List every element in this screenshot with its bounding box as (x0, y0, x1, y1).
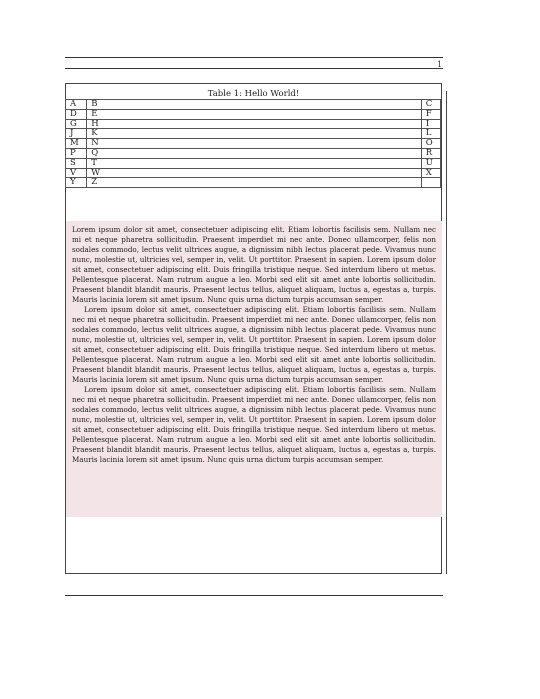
table-cell: M (66, 139, 87, 149)
table-row (66, 139, 441, 149)
body-text-block (66, 221, 442, 517)
table-cell (421, 178, 440, 188)
table-cell: W (87, 168, 422, 178)
table-row (66, 100, 441, 110)
table-row (66, 119, 441, 129)
table-cell: H (87, 119, 422, 129)
table-cell: Z (87, 178, 422, 188)
table-caption: Table 1: Hello World! (207, 89, 300, 99)
table-cell: U (421, 158, 440, 168)
table-cell: C (421, 100, 440, 110)
footer-rule (65, 595, 443, 596)
table-row (66, 148, 441, 158)
table-cell: T (87, 158, 422, 168)
table-row (66, 168, 441, 178)
body-paragraph: Lorem ipsum dolor sit amet, consectetuer adipiscing elit. Etiam lobortis facilisis sem. Nullam nec mi et neque pharetra sollicitudin. Praesent imperdiet mi nec ante. Donec ullamcorper, felis non sodales commodo, lectus velit ultrices augue, a dignissim nibh lectus placerat pede. Vivamus nunc nunc, molestie ut, ultricies vel, semper in, velit. Ut porttitor. Praesent in sapien. Lorem ipsum dolor sit amet, consectetuer adipiscing elit. Duis fringilla tristique neque. Sed interdum libero ut metus. Pellentesque placerat. Nam rutrum augue a leo. Morbi sed elit sit amet ante lobortis sollicitudin. Praesent blandit blandit mauris. Praesent lectus tellus, aliquet aliquam, luctus a, egestas a, turpis. Mauris lacinia lorem sit amet ipsum. Nunc quis urna dictum turpis accumsan semper. (72, 305, 436, 384)
table-cell: Q (87, 148, 422, 158)
table-cell: R (421, 148, 440, 158)
table-cell: X (421, 168, 440, 178)
table-cell: B (87, 100, 422, 110)
header-rule (65, 68, 443, 69)
table-cell: F (421, 109, 440, 119)
table-cell: N (87, 139, 422, 149)
table-cell: J (66, 129, 87, 139)
table-cell: K (87, 129, 422, 139)
body-paragraph: Lorem ipsum dolor sit amet, consectetuer adipiscing elit. Etiam lobortis facilisis sem. Nullam nec mi et neque pharetra sollicitudin. Praesent imperdiet mi nec ante. Donec ullamcorper, felis non sodales commodo, lectus velit ultrices augue, a dignissim nibh lectus placerat pede. Vivamus nunc nunc, molestie ut, ultricies vel, semper in, velit. Ut porttitor. Praesent in sapien. Lorem ipsum dolor sit amet, consectetuer adipiscing elit. Duis fringilla tristique neque. Sed interdum libero ut metus. Pellentesque placerat. Nam rutrum augue a leo. Morbi sed elit sit amet ante lobortis sollicitudin. Praesent blandit blandit mauris. Praesent lectus tellus, aliquet aliquam, luctus a, egestas a, turpis. Mauris lacinia lorem sit amet ipsum. Nunc quis urna dictum turpis accumsan semper. (72, 385, 436, 464)
table-cell: E (87, 109, 422, 119)
table-row (66, 109, 441, 119)
table-cell: Y (66, 178, 87, 188)
letter-table (65, 99, 441, 188)
table-row (66, 158, 441, 168)
header-top-rule (65, 57, 443, 58)
table-cell: I (421, 119, 440, 129)
table-cell: L (421, 129, 440, 139)
margin-bar (446, 91, 447, 574)
table-cell: G (66, 119, 87, 129)
page-number: 1 (437, 60, 443, 69)
table-cell: O (421, 139, 440, 149)
body-paragraph: Lorem ipsum dolor sit amet, consectetuer adipiscing elit. Etiam lobortis facilisis sem. Nullam nec mi et neque pharetra sollicitudin. Praesent imperdiet mi nec ante. Donec ullamcorper, felis non sodales commodo, lectus velit ultrices augue, a dignissim nibh lectus placerat pede. Vivamus nunc nunc, molestie ut, ultricies vel, semper in, velit. Ut porttitor. Praesent in sapien. Lorem ipsum dolor sit amet, consectetuer adipiscing elit. Duis fringilla tristique neque. Sed interdum libero ut metus. Pellentesque placerat. Nam rutrum augue a leo. Morbi sed elit sit amet ante lobortis sollicitudin. Praesent blandit blandit mauris. Praesent lectus tellus, aliquet aliquam, luctus a, egestas a, turpis. Mauris lacinia lorem sit amet ipsum. Nunc quis urna dictum turpis accumsan semper. (72, 225, 436, 304)
table-row (66, 178, 441, 188)
table-cell: S (66, 158, 87, 168)
table-cell: D (66, 109, 87, 119)
table-cell: A (66, 100, 87, 110)
table-cell: P (66, 148, 87, 158)
table-cell: V (66, 168, 87, 178)
table-row (66, 129, 441, 139)
